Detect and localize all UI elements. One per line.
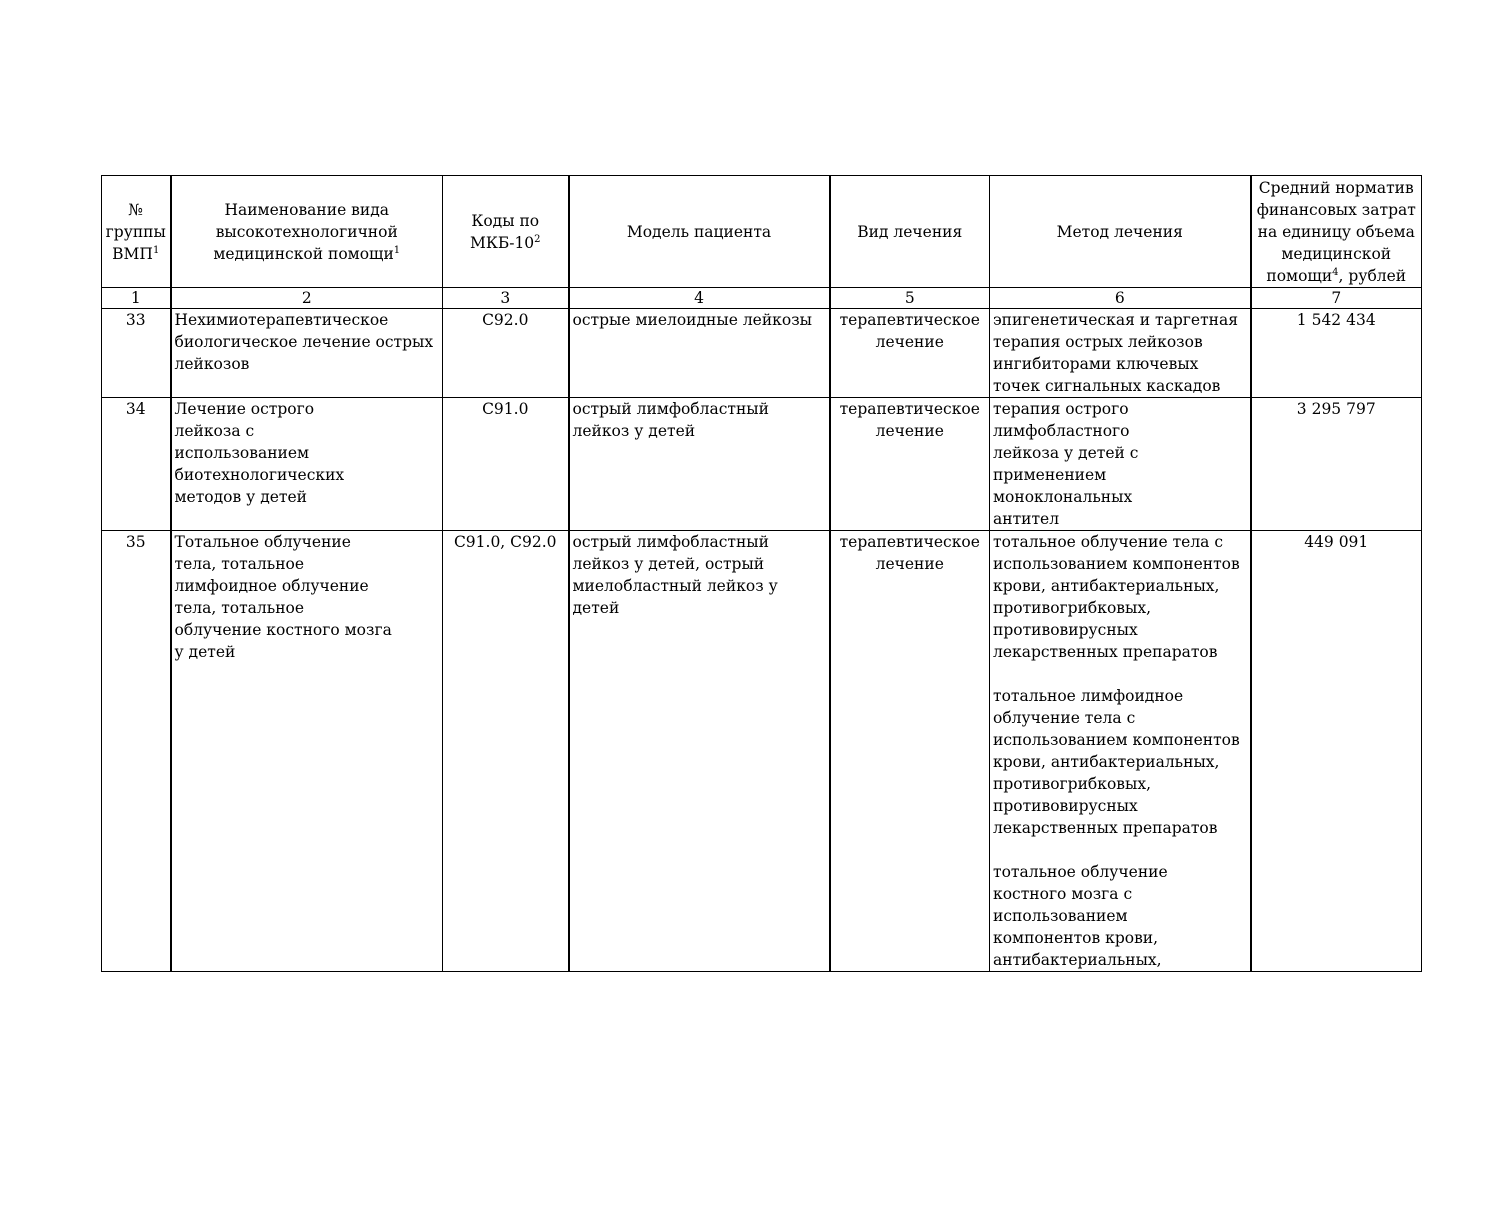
method-paragraph: тотальное облучение костного мозга с использованием компонентов крови, антибактериальных, [993,863,1168,969]
patient-model: острые миелоидные лейкозы [569,309,830,398]
table-row [102,531,1422,972]
header-text: Коды по МКБ-10 [469,211,540,252]
group-number: 34 [102,398,171,531]
paragraph-gap [993,663,1244,685]
column-number: 5 [830,288,990,309]
header-treatment-method [990,176,1251,288]
treatment-type: терапевтическое лечение [830,309,990,398]
paragraph-gap [993,839,1244,861]
patient-model: острый лимфобластный лейкоз у детей [569,398,830,531]
table-row [102,309,1422,398]
method-paragraph: эпигенетическая и таргетная терапия острых лейкозов ингибиторами ключевых точек сигнальных каскадов [993,311,1238,395]
column-number: 7 [1251,288,1422,309]
treatment-method [990,398,1251,531]
column-number: 1 [102,288,171,309]
header-text: № группы ВМП [105,200,166,263]
header-text: Средний норматив финансовых затрат на единицу объема медицинской помощи [1256,178,1416,285]
header-group-number [102,176,171,288]
average-cost: 449 091 [1251,531,1422,972]
treatment-method [990,309,1251,398]
column-number: 4 [569,288,830,309]
group-number: 35 [102,531,171,972]
header-icd-codes [443,176,569,288]
header-text: Вид лечения [857,222,963,241]
vmp-name: Тотальное облучение тела, тотальное лимфоидное облучение тела, тотальное облучение костного мозга у детей [171,531,443,972]
column-number-row [102,288,1422,309]
footnote-mark: 1 [393,244,401,256]
method-paragraph: тотальное лимфоидное облучение тела с использованием компонентов крови, антибактериальных, противогрибковых, противовирусных лекарственных препаратов [993,687,1240,837]
icd-codes: C91.0, C92.0 [443,531,569,972]
method-paragraph: тотальное облучение тела с использованием компонентов крови, антибактериальных, противогрибковых, противовирусных лекарственных препаратов [993,533,1240,661]
column-number: 6 [990,288,1251,309]
header-patient-model [569,176,830,288]
group-number: 33 [102,309,171,398]
treatment-type: терапевтическое лечение [830,531,990,972]
treatment-type: терапевтическое лечение [830,398,990,531]
average-cost: 1 542 434 [1251,309,1422,398]
header-text: Наименование вида высокотехнологичной медицинской помощи [213,200,398,263]
footnote-mark: 2 [534,233,541,245]
icd-codes: C91.0 [443,398,569,531]
column-number: 2 [171,288,443,309]
table-row [102,398,1422,531]
method-paragraph: терапия острого лимфобластного лейкоза у детей с применением моноклональных антител [993,400,1139,528]
treatment-method [990,531,1251,972]
header-vmp-name [171,176,443,288]
column-number: 3 [443,288,569,309]
footnote-mark: 1 [152,244,160,256]
header-text: Модель пациента [626,222,772,241]
icd-codes: C92.0 [443,309,569,398]
header-text-suffix: , рублей [1338,266,1407,285]
patient-model: острый лимфобластный лейкоз у детей, острый миелобластный лейкоз у детей [569,531,830,972]
header-text: Метод лечения [1056,222,1183,241]
vmp-name: Лечение острого лейкоза с использованием биотехнологических методов у детей [171,398,443,531]
vmp-table [101,175,1422,972]
header-treatment-type [830,176,990,288]
header-average-cost [1251,176,1422,288]
footnote-mark: 4 [1332,266,1339,278]
average-cost: 3 295 797 [1251,398,1422,531]
vmp-name: Нехимиотерапевтическое биологическое лечение острых лейкозов [171,309,443,398]
header-row [102,176,1422,288]
